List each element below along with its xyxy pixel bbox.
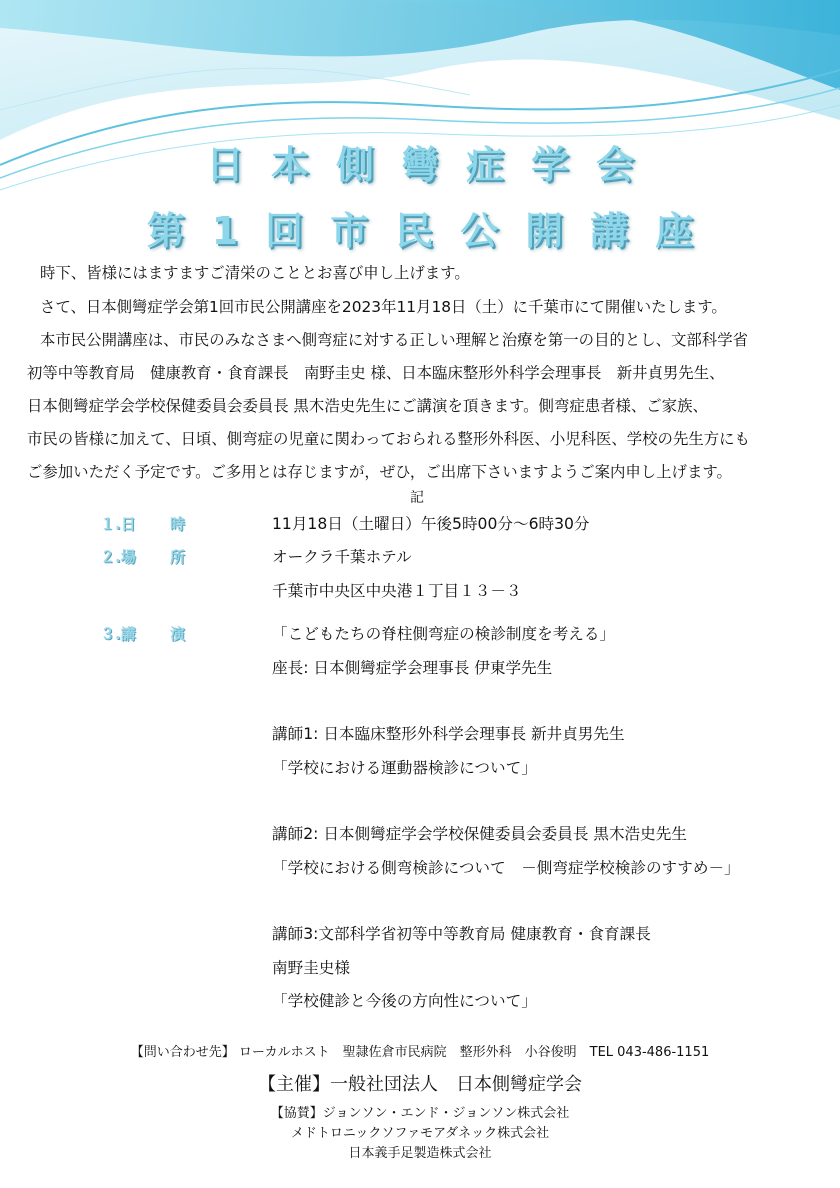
section-lecture-label-text: 演 [170,625,186,643]
lecture-topic-2: 「学校における側弯検診について －側弯症学校検診のすすめ－」 [272,859,740,877]
datetime-value: 11月18日（土曜日）午後5時00分～6時30分 [272,515,590,533]
venue-name: オークラ千葉ホテル [272,548,412,566]
ki-marker: 記 [410,490,424,506]
lecture-speaker-3: 講師3:文部科学省初等中等教育局 健康教育・食育課長 [272,925,651,943]
section-venue-label [100,546,185,567]
sponsor-line-2: メドトロニックソファモアダネック株式会社 [290,1126,550,1141]
intro-line-3: 本市民公開講座は、市民のみなさまへ側弯症に対する正しい理解と治療を第一の目的とし、文部科学省 [40,331,748,349]
lecture-speaker-3-name: 南野圭史様 [272,959,350,977]
lecture-chair: 座長: 日本側彎症学会理事長 伊東学先生 [272,659,553,677]
lecture-topic-1: 「学校における運動器検診について」 [272,759,537,777]
sponsor-line-1: 【協賛】ジョンソン・エンド・ジョンソン株式会社 [270,1106,570,1121]
intro-line-1: 時下、皆様にはますますご清栄のこととお喜び申し上げます。 [40,264,470,282]
section-datetime-label [100,513,185,534]
venue-address: 千葉市中央区中央港１丁目１３－３ [272,582,522,600]
lecture-speaker-2: 講師2: 日本側彎症学会学校保健委員会委員長 黒木浩史先生 [272,825,687,843]
section-venue-label-text: 所 [170,548,186,566]
organizer: 【主催】一般社団法人 日本側彎症学会 [258,1074,582,1095]
intro-line-7: ご参加いただく予定です。ご多用とは存じますが，ぜひ，ご出席下さいますようご案内申し上げます。 [27,463,732,481]
lecture-topic-3: 「学校健診と今後の方向性について」 [272,992,537,1010]
contact-info: 【問い合わせ先】 ローカルホスト 聖隷佐倉市民病院 整形外科 小谷俊明 TEL 043-486-1151 [130,1045,710,1060]
intro-line-6: 市民の皆様に加えて、日頃、側弯症の児童に関わっておられる整形外科医、小児科医、学校の先生方にも [27,430,750,448]
intro-line-2: さて、日本側彎症学会第1回市民公開講座を2023年11月18日（土）に千葉市にて開催いたします。 [40,298,727,316]
intro-line-5: 日本側彎症学会学校保健委員会委員長 黒木浩史先生にご講演を頂きます。側弯症患者様、ご家族、 [27,397,708,415]
lecture-theme: 「こどもたちの脊柱側弯症の検診制度を考える」 [272,625,616,643]
intro-line-4: 初等中等教育局 健康教育・食育課長 南野圭史 様、日本臨床整形外科学会理事長 新井貞男先生、 [27,364,725,382]
section-datetime-num: １.日 [100,515,136,533]
section-lecture-label [100,623,185,644]
lecture-speaker-1: 講師1: 日本臨床整形外科学会理事長 新井貞男先生 [272,725,625,743]
section-venue-num: ２.場 [100,548,136,566]
society-title: 日本側彎症学会 [205,143,661,187]
sponsor-line-3: 日本義手足製造株式会社 [348,1146,492,1161]
lecture-title: 第1回市民公開講座 [146,209,721,253]
section-datetime-label-text: 時 [170,515,186,533]
section-lecture-num: ３.講 [100,625,136,643]
